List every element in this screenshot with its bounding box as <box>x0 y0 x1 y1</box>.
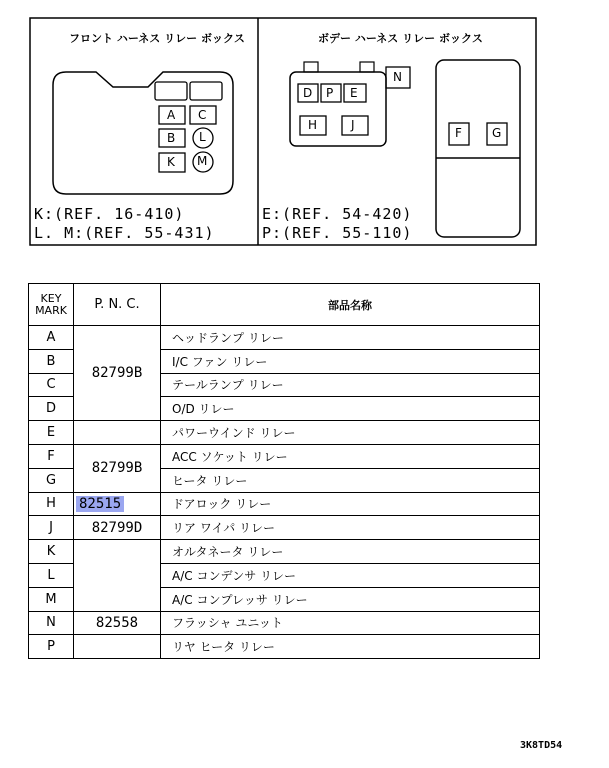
row-part-name: I/C ファン リレー <box>161 349 540 373</box>
table-header-row <box>29 284 540 326</box>
body-slot-j-label: J <box>351 118 355 132</box>
body-tab-1 <box>304 62 318 72</box>
body-tab-2 <box>360 62 374 72</box>
ref-p: P:(REF. 55-110) <box>262 224 413 242</box>
header-key-line2: MARK <box>35 303 67 317</box>
row-part-name: ヘッドランプ リレー <box>161 326 540 350</box>
table-row <box>29 326 540 350</box>
row-key: L <box>29 563 74 587</box>
row-part-name: テールランプ リレー <box>161 373 540 397</box>
pnc-cell-empty <box>74 540 161 611</box>
ref-k: K:(REF. 16-410) <box>34 205 185 223</box>
row-part-name: リア ワイパ リレー <box>161 516 540 540</box>
header-pnc: P. N. C. <box>74 284 161 326</box>
row-part-name: リヤ ヒータ リレー <box>161 635 540 659</box>
header-part-name: 部品名称 <box>161 284 540 326</box>
body-slot-p-label: P <box>326 86 334 100</box>
row-key: K <box>29 540 74 564</box>
front-empty-slot-1 <box>155 82 187 100</box>
diagram-code: 3K8TD54 <box>520 740 563 751</box>
row-key: D <box>29 397 74 421</box>
pnc-cell: 82799B <box>74 326 161 421</box>
table-row <box>29 540 540 564</box>
row-part-name: パワーウインド リレー <box>161 421 540 445</box>
row-part-name: フラッシャ ユニット <box>161 611 540 635</box>
body-right-block <box>436 60 520 237</box>
ref-lm: L. M:(REF. 55-431) <box>34 224 215 242</box>
pnc-cell-empty <box>74 421 161 445</box>
row-part-name: O/D リレー <box>161 397 540 421</box>
front-slot-a-label: A <box>167 108 176 122</box>
pnc-highlight[interactable]: 82515 <box>76 496 124 512</box>
body-slot-n-label: N <box>393 70 402 84</box>
body-slot-g-label: G <box>492 126 502 140</box>
row-key: N <box>29 611 74 635</box>
parts-table <box>28 283 540 659</box>
row-key: H <box>29 492 74 516</box>
body-box-title: ボデー ハーネス リレー ボックス <box>318 32 483 45</box>
row-part-name: オルタネータ リレー <box>161 540 540 564</box>
body-slot-d-label: D <box>303 86 313 100</box>
row-part-name: A/C コンプレッサ リレー <box>161 587 540 611</box>
pnc-cell: 82799B <box>74 444 161 492</box>
front-relay-box-outline <box>53 72 233 194</box>
body-slot-j <box>342 116 368 135</box>
row-part-name: ドアロック リレー <box>161 492 540 516</box>
row-key: P <box>29 635 74 659</box>
row-part-name: ACC ソケット リレー <box>161 444 540 468</box>
row-key: J <box>29 516 74 540</box>
row-key: B <box>29 349 74 373</box>
front-slot-c-label: C <box>198 108 207 122</box>
table-row <box>29 444 540 468</box>
front-slot-b-label: B <box>167 131 176 145</box>
pnc-cell: 82799D <box>74 516 161 540</box>
pnc-cell-highlighted[interactable] <box>74 492 161 516</box>
table-row <box>29 492 540 516</box>
header-key-mark <box>29 284 74 326</box>
row-part-name: A/C コンデンサ リレー <box>161 563 540 587</box>
front-slot-l-label: L <box>199 130 206 144</box>
front-box-title: フロント ハーネス リレー ボックス <box>69 32 245 45</box>
row-key: C <box>29 373 74 397</box>
front-slot-k-label: K <box>167 155 175 169</box>
front-slot-m-label: M <box>197 154 208 168</box>
table-row <box>29 421 540 445</box>
table-row <box>29 516 540 540</box>
row-key: E <box>29 421 74 445</box>
body-slot-e-label: E <box>350 86 358 100</box>
row-key: F <box>29 444 74 468</box>
table-row <box>29 635 540 659</box>
row-key: M <box>29 587 74 611</box>
ref-e: E:(REF. 54-420) <box>262 205 413 223</box>
body-slot-f-label: F <box>455 126 462 140</box>
row-part-name: ヒータ リレー <box>161 468 540 492</box>
header-key-line1: KEY <box>40 291 62 305</box>
pnc-cell: 82558 <box>74 611 161 635</box>
body-slot-h-label: H <box>308 118 318 132</box>
pnc-cell-empty <box>74 635 161 659</box>
front-empty-slot-2 <box>190 82 222 100</box>
row-key: A <box>29 326 74 350</box>
row-key: G <box>29 468 74 492</box>
table-row <box>29 611 540 635</box>
